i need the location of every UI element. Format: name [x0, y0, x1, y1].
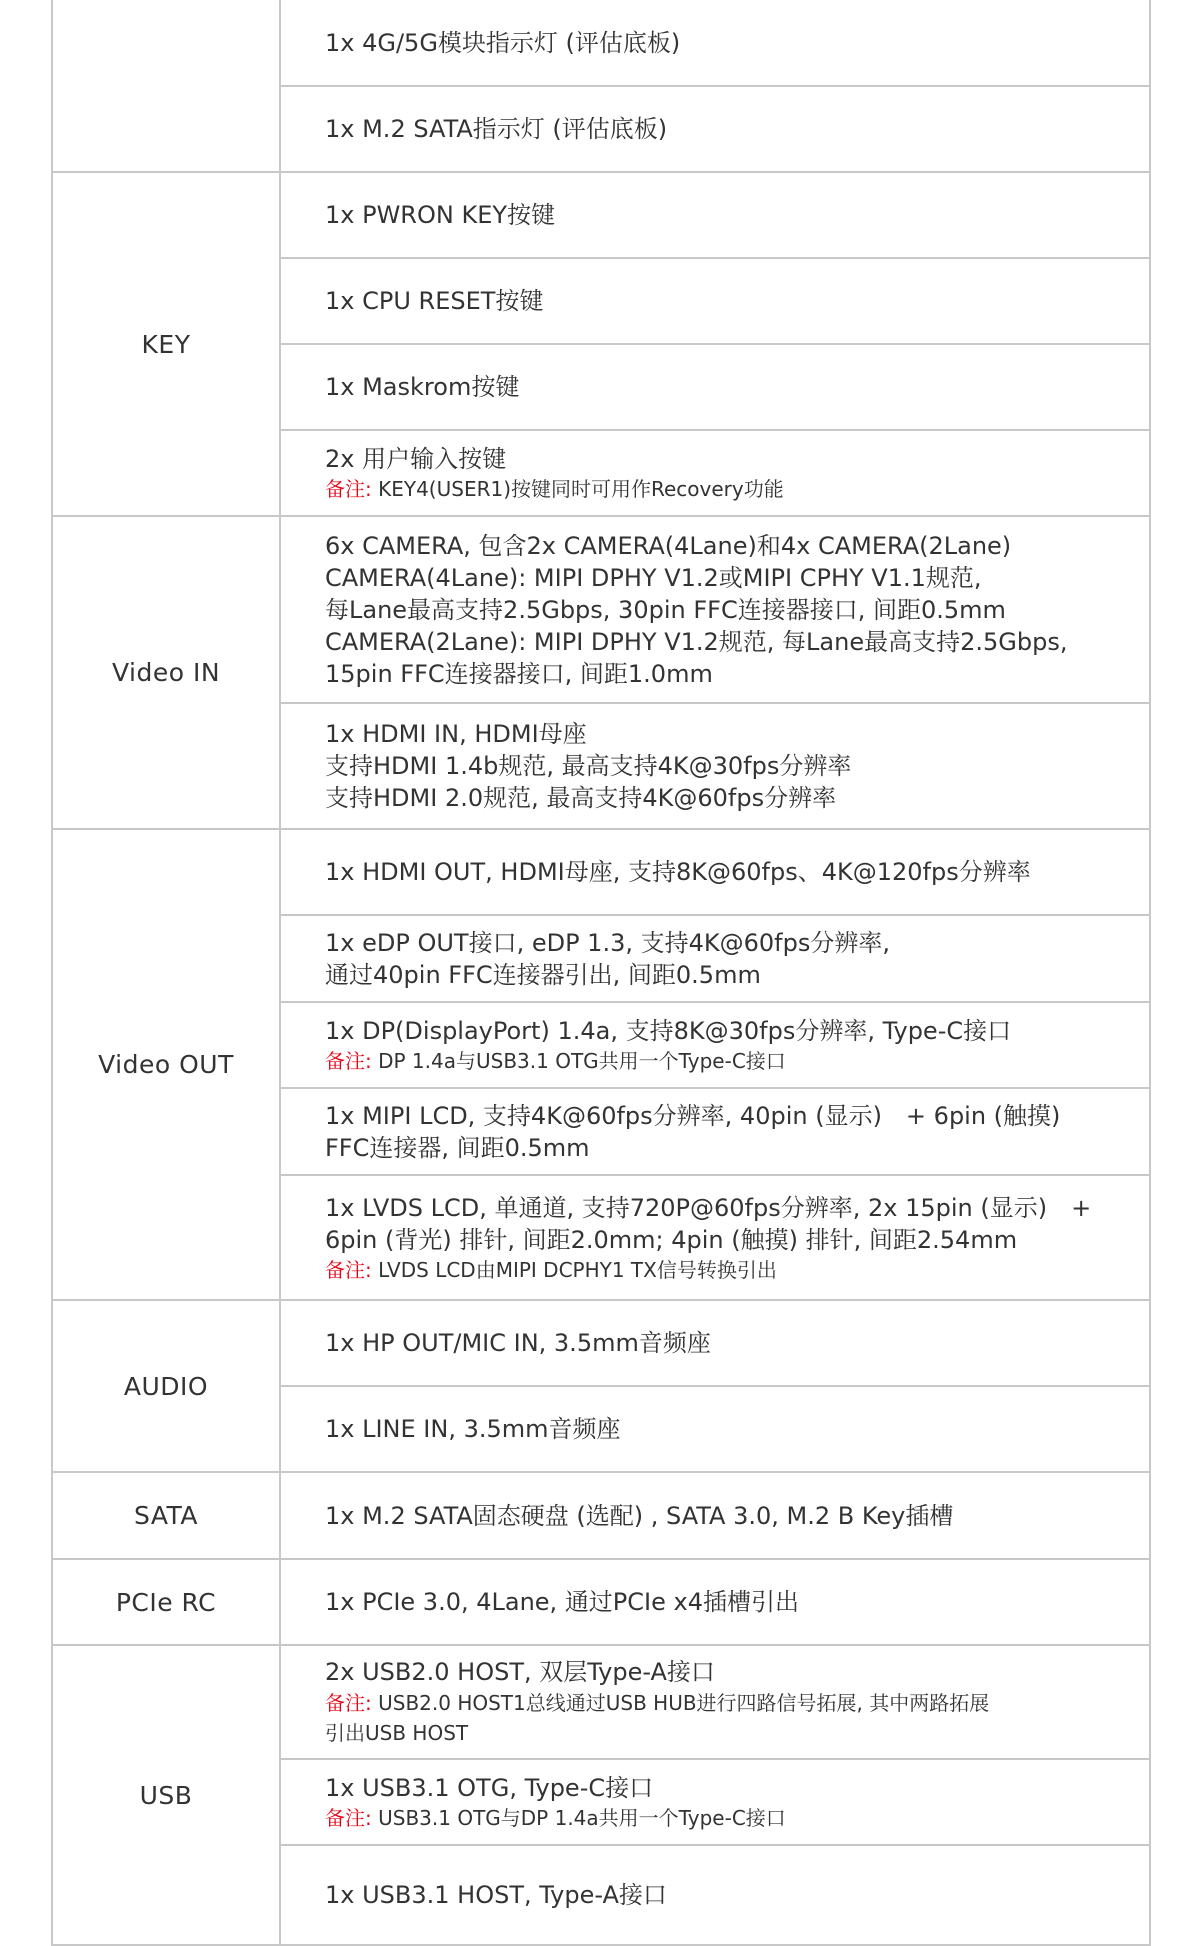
item-cell: 1x MIPI LCD, 支持4K@60fps分辨率, 40pin (显示) + 6pin (触摸) FFC连接器, 间距0.5mm: [280, 1088, 1150, 1175]
note-text: 备注: DP 1.4a与USB3.1 OTG共用一个Type-C接口: [325, 1049, 786, 1073]
note-label: 备注:: [325, 477, 372, 501]
item-cell: 1x M.2 SATA固态硬盘 (选配) , SATA 3.0, M.2 B Key插槽: [280, 1472, 1150, 1559]
note-label: 备注:: [325, 1049, 372, 1073]
table-row: [52, 516, 1150, 703]
item-cell: 1x HP OUT/MIC IN, 3.5mm音频座: [280, 1300, 1150, 1386]
item-cell: 1x HDMI IN, HDMI母座 支持HDMI 1.4b规范, 最高支持4K@30fps分辨率 支持HDMI 2.0规范, 最高支持4K@60fps分辨率: [280, 703, 1150, 829]
table-row: [52, 1559, 1150, 1645]
note-label: 备注:: [325, 1691, 372, 1715]
item-cell: 1x LINE IN, 3.5mm音频座: [280, 1386, 1150, 1472]
table-row: [52, 0, 1150, 86]
table-row: [52, 829, 1150, 915]
note-label: 备注:: [325, 1806, 372, 1830]
item-cell: 1x 4G/5G模块指示灯 (评估底板): [280, 0, 1150, 86]
category-cell-audio: AUDIO: [52, 1300, 280, 1472]
item-cell: 1x PCIe 3.0, 4Lane, 通过PCIe x4插槽引出: [280, 1559, 1150, 1645]
table-row: [52, 1300, 1150, 1386]
item-cell: 1x HDMI OUT, HDMI母座, 支持8K@60fps、4K@120fps分辨率: [280, 829, 1150, 915]
item-cell: 2x USB2.0 HOST, 双层Type-A接口 备注: USB2.0 HOST1总线通过USB HUB进行四路信号拓展, 其中两路拓展 引出USB HOST: [280, 1645, 1150, 1759]
table-row: [52, 1472, 1150, 1559]
item-cell: 2x 用户输入按键 备注: KEY4(USER1)按键同时可用作Recovery功能: [280, 430, 1150, 516]
note-text: 备注: USB3.1 OTG与DP 1.4a共用一个Type-C接口: [325, 1806, 786, 1830]
item-cell: 1x M.2 SATA指示灯 (评估底板): [280, 86, 1150, 172]
spec-table: [51, 0, 1151, 1946]
category-cell-video-out: Video OUT: [52, 829, 280, 1300]
category-cell-sata: SATA: [52, 1472, 280, 1559]
table-row: [52, 172, 1150, 258]
category-cell: [52, 0, 280, 172]
category-cell-video-in: Video IN: [52, 516, 280, 829]
item-cell: 1x Maskrom按键: [280, 344, 1150, 430]
item-cell: 1x USB3.1 OTG, Type-C接口 备注: USB3.1 OTG与DP 1.4a共用一个Type-C接口: [280, 1759, 1150, 1845]
item-cell: 1x eDP OUT接口, eDP 1.3, 支持4K@60fps分辨率, 通过40pin FFC连接器引出, 间距0.5mm: [280, 915, 1150, 1002]
item-cell: 6x CAMERA, 包含2x CAMERA(4Lane)和4x CAMERA(2Lane) CAMERA(4Lane): MIPI DPHY V1.2或MIPI CPHY V1.1规范, 每Lane最高支持2.5Gbps, 30pin FFC连接器接口, 间距0.5mm CAMERA(2Lane): MIPI DPHY V1.2规范, 每Lane最高支持2.5Gbps, 15pin FFC连接器接口, 间距1.0mm: [280, 516, 1150, 703]
note-label: 备注:: [325, 1257, 372, 1282]
item-cell: 1x PWRON KEY按键: [280, 172, 1150, 258]
item-cell: 1x CPU RESET按键: [280, 258, 1150, 344]
table-row: [52, 1645, 1150, 1759]
note-text: 备注: LVDS LCD由MIPI DCPHY1 TX信号转换引出: [325, 1257, 777, 1282]
category-cell-pcie-rc: PCIe RC: [52, 1559, 280, 1645]
item-cell: 1x LVDS LCD, 单通道, 支持720P@60fps分辨率, 2x 15pin (显示) + 6pin (背光) 排针, 间距2.0mm; 4pin (触摸) 排针, 间距2.54mm 备注: LVDS LCD由MIPI DCPHY1 TX信号转换引出: [280, 1175, 1150, 1300]
category-cell-key: KEY: [52, 172, 280, 516]
category-cell-usb: USB: [52, 1645, 280, 1945]
item-cell: 1x DP(DisplayPort) 1.4a, 支持8K@30fps分辨率, Type-C接口 备注: DP 1.4a与USB3.1 OTG共用一个Type-C接口: [280, 1002, 1150, 1088]
item-cell: 1x USB3.1 HOST, Type-A接口: [280, 1845, 1150, 1945]
note-text: 备注: KEY4(USER1)按键同时可用作Recovery功能: [325, 477, 784, 501]
note-text: 备注: USB2.0 HOST1总线通过USB HUB进行四路信号拓展, 其中两路拓展 引出USB HOST: [325, 1691, 990, 1745]
